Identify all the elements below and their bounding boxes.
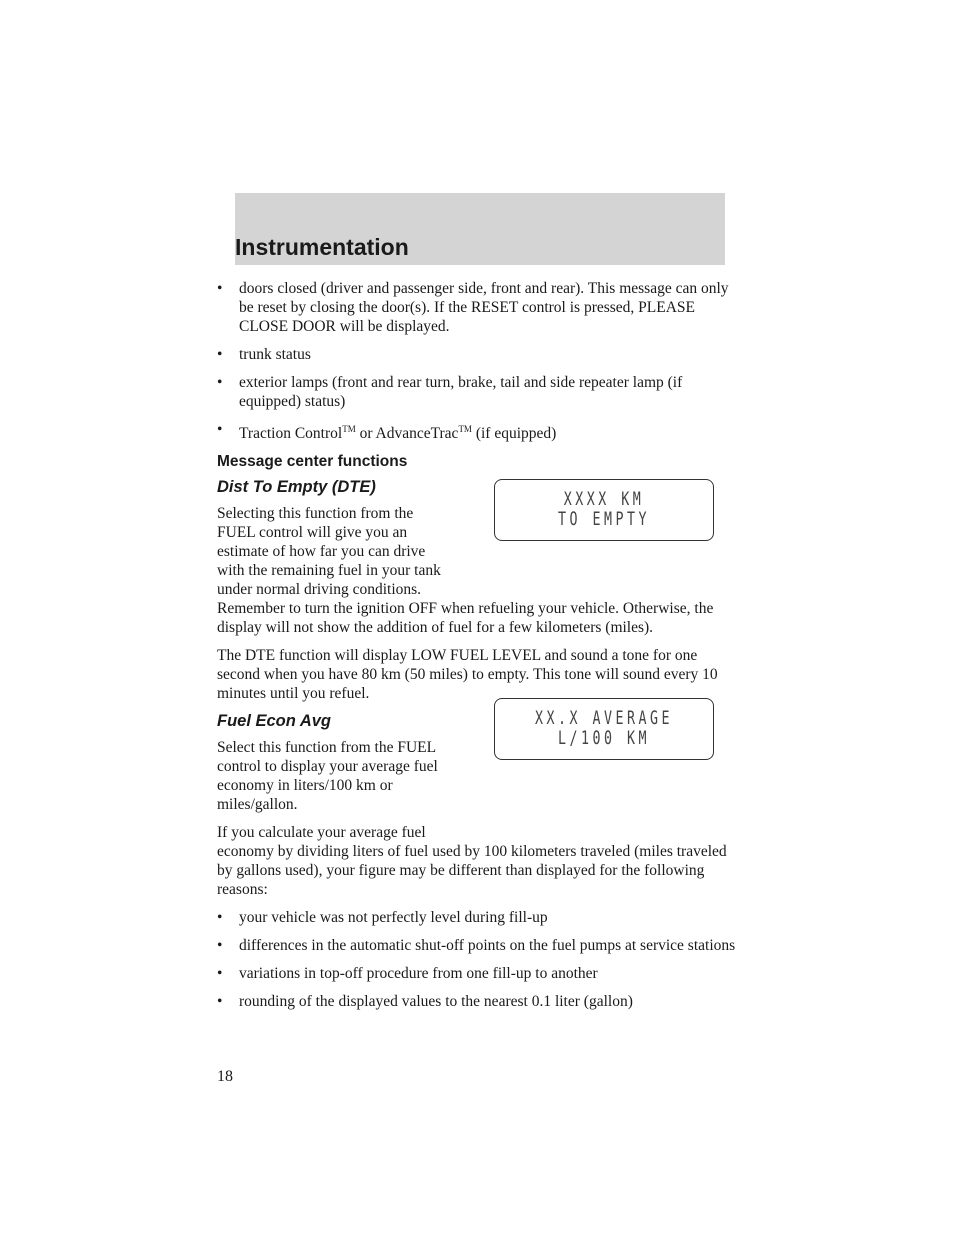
dte-display-illustration (494, 479, 714, 541)
section-heading: Message center functions (217, 453, 408, 471)
trademark-symbol: TM (458, 424, 472, 434)
list-item: • variations in top-off procedure from one fill-up to another (217, 965, 598, 983)
lcd-line-2: L/100 KM (557, 727, 651, 749)
list-item: • exterior lamps (front and rear turn, brake, tail and side repeater lamp (if equipped) status) (217, 374, 683, 410)
page-content (217, 279, 737, 1020)
fuel-econ-heading: Fuel Econ Avg (217, 712, 331, 731)
section-header-bar (235, 193, 725, 265)
lcd-line-1: XXXX KM (563, 488, 645, 510)
bullet-icon: • (217, 937, 223, 955)
bullet-icon: • (217, 421, 223, 438)
bullet-icon: • (217, 374, 223, 391)
lcd-line-2: TO EMPTY (557, 508, 651, 530)
dte-paragraph-2: The DTE function will display LOW FUEL LEVEL and sound a tone for one second when you have 80 km (50 miles) to empty. This tone will sound every 10 minutes until you refuel. (217, 647, 718, 703)
dte-paragraph-1: Selecting this function from the FUEL control will give you an estimate of how far you can drive with the remaining fuel in your tank under normal driving conditions. Remember to turn the ignition OFF when refueling your vehicle. Otherwise, the display will not show the addition of fuel for a few kilometers (miles). (217, 505, 714, 637)
lcd-line-1: XX.X AVERAGE (534, 707, 674, 729)
fuel-paragraph-1: Select this function from the FUEL control to display your average fuel economy in liters/100 km or miles/gallon. (217, 739, 438, 814)
fuel-econ-display-illustration (494, 698, 714, 760)
dte-heading: Dist To Empty (DTE) (217, 478, 376, 497)
list-item: • rounding of the displayed values to the nearest 0.1 liter (gallon) (217, 993, 633, 1011)
list-item: • Traction Control™ or AdvanceTrac™ (if equipped) (217, 421, 557, 443)
bullet-icon: • (217, 993, 223, 1011)
list-item: • trunk status (217, 346, 311, 363)
page-number: 18 (217, 1068, 233, 1085)
list-item: • your vehicle was not perfectly level during fill-up (217, 909, 548, 927)
trademark-symbol: TM (342, 424, 356, 434)
bullet-icon: • (217, 280, 223, 297)
bullet-icon: • (217, 909, 223, 927)
fuel-paragraph-2: If you calculate your average fuel economy by dividing liters of fuel used by 100 kilometers traveled (miles traveled by gallons used), your figure may be different than displayed for the following reasons: (217, 824, 727, 899)
bullet-icon: • (217, 346, 223, 363)
list-item: • differences in the automatic shut-off points on the fuel pumps at service stations (217, 937, 736, 955)
bullet-icon: • (217, 965, 223, 983)
section-title: Instrumentation (235, 234, 409, 260)
list-item: • doors closed (driver and passenger side, front and rear). This message can only be reset by closing the door(s). If the RESET control is pressed, PLEASE CLOSE DOOR will be displayed. (217, 280, 729, 335)
